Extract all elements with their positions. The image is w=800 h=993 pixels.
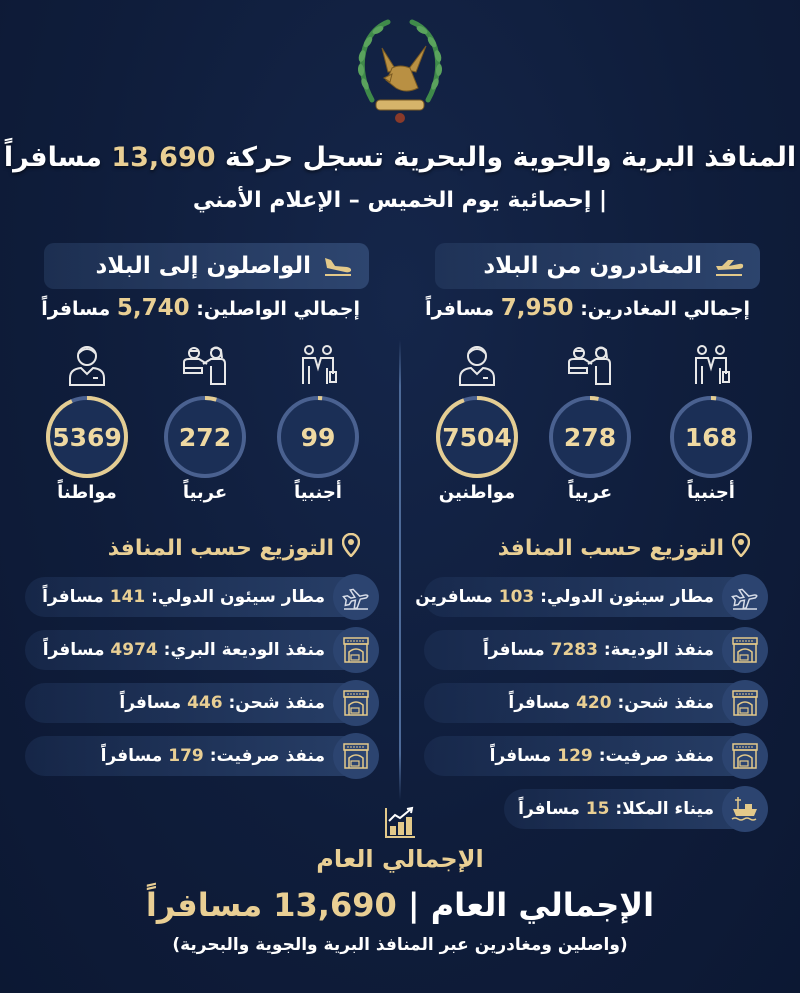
- departures-total: [425, 294, 750, 323]
- page-title: [0, 140, 800, 176]
- total-label: إجمالي المغادرين:: [580, 298, 750, 320]
- ship-icon: [722, 786, 768, 832]
- border-gate-icon: [333, 680, 379, 726]
- stat-value: 99: [300, 422, 336, 452]
- plane-landing-icon: [321, 250, 355, 282]
- stat-label: أجنبياً: [687, 482, 735, 503]
- port-row: [25, 736, 375, 776]
- departures-title: المغادرون من البلاد: [483, 253, 702, 279]
- port-text: [43, 640, 325, 660]
- stat-label: عربياً: [567, 482, 613, 503]
- progress-ring: [668, 394, 754, 480]
- port-value: 129: [557, 746, 593, 766]
- port-unit: مسافراً: [100, 746, 163, 766]
- location-pin-icon: [732, 533, 750, 563]
- grand-total-line: [0, 886, 800, 924]
- port-value: 179: [168, 746, 204, 766]
- port-name: منفذ شحن:: [228, 693, 325, 713]
- stat-citizen: [427, 340, 527, 503]
- border-gate-icon: [722, 680, 768, 726]
- port-row: [504, 789, 764, 829]
- port-row: [424, 683, 764, 723]
- progress-ring: [547, 394, 633, 480]
- port-unit: مسافراً: [119, 693, 182, 713]
- port-text: [42, 587, 325, 607]
- port-unit: مسافراً: [42, 587, 104, 607]
- stat-value: 278: [563, 422, 617, 452]
- title-text: المنافذ البرية والجوية والبحرية تسجل حركة: [224, 142, 797, 173]
- port-row: [25, 630, 375, 670]
- stat-travelers: [661, 340, 761, 503]
- arrivals-header: [44, 243, 369, 289]
- total-unit: مسافراً: [41, 298, 111, 320]
- stat-label: مواطناً: [57, 482, 117, 503]
- port-unit: مسافراً: [489, 746, 552, 766]
- port-name: مطار سيئون الدولي:: [540, 587, 714, 607]
- stat-value: 272: [178, 422, 232, 452]
- port-text: [415, 587, 714, 607]
- total-value: 5,740: [116, 295, 190, 321]
- port-row: [25, 577, 375, 617]
- handshake-icon: [155, 340, 255, 386]
- port-row: [25, 683, 375, 723]
- progress-ring: [434, 394, 520, 480]
- port-value: 141: [109, 587, 146, 607]
- stat-travelers: [268, 340, 368, 503]
- airplane-icon: [722, 574, 768, 620]
- stat-label: عربياً: [182, 482, 228, 503]
- port-name: منفذ شحن:: [617, 693, 714, 713]
- port-value: 446: [187, 693, 223, 713]
- progress-ring: [275, 394, 361, 480]
- port-unit: مسافراً: [518, 799, 580, 819]
- growth-chart-icon: [383, 806, 417, 844]
- travelers-icon: [661, 340, 761, 386]
- port-name: منفذ صرفيت:: [598, 746, 714, 766]
- column-divider: [399, 340, 401, 800]
- grand-total-heading: الإجمالي العام: [316, 845, 484, 873]
- total-label: إجمالي الواصلين:: [196, 298, 360, 320]
- page-subtitle: | إحصائية يوم الخميس – الإعلام الأمني: [192, 188, 608, 213]
- border-gate-icon: [333, 733, 379, 779]
- distribution-title: التوزيع حسب المنافذ: [107, 535, 334, 561]
- progress-ring: [162, 394, 248, 480]
- stat-label: أجنبياً: [294, 482, 342, 503]
- stat-value: 168: [684, 422, 738, 452]
- stat-label: مواطنين: [438, 482, 516, 503]
- port-name: منفذ الوديعة:: [603, 640, 714, 660]
- plane-takeoff-icon: [712, 250, 746, 282]
- port-unit: مسافراً: [482, 640, 545, 660]
- stat-handshake: [155, 340, 255, 503]
- port-value: 420: [576, 693, 612, 713]
- port-value: 4974: [110, 640, 158, 660]
- arrivals-total: [41, 294, 360, 323]
- grand-total-unit: مسافراً: [145, 886, 263, 924]
- port-value: 7283: [550, 640, 598, 660]
- port-unit: مسافرين: [415, 587, 493, 607]
- port-name: مطار سيئون الدولي:: [151, 587, 325, 607]
- departures-distribution-header: [498, 533, 750, 563]
- location-pin-icon: [342, 533, 360, 563]
- port-row: [424, 736, 764, 776]
- port-text: [518, 799, 714, 819]
- title-number: 13,690: [111, 142, 216, 173]
- port-row: [424, 630, 764, 670]
- port-row: [415, 577, 764, 617]
- progress-ring: [44, 394, 130, 480]
- total-unit: مسافراً: [425, 298, 495, 320]
- port-name: ميناء المكلا:: [615, 799, 714, 819]
- border-gate-icon: [333, 627, 379, 673]
- port-text: [119, 693, 325, 713]
- stat-value: 7504: [442, 422, 512, 452]
- arrivals-title: الواصلون إلى البلاد: [95, 253, 311, 279]
- handshake-icon: [540, 340, 640, 386]
- departures-header: [435, 243, 760, 289]
- port-text: [101, 746, 325, 766]
- port-text: [490, 746, 714, 766]
- border-gate-icon: [722, 627, 768, 673]
- port-value: 15: [585, 799, 610, 819]
- citizen-icon: [427, 340, 527, 386]
- arrivals-distribution-header: [108, 533, 360, 563]
- airplane-icon: [333, 574, 379, 620]
- port-text: [508, 693, 714, 713]
- port-value: 103: [498, 587, 535, 607]
- total-value: 7,950: [500, 295, 574, 321]
- title-unit: مسافراً: [3, 142, 102, 173]
- stat-handshake: [540, 340, 640, 503]
- eagle-emblem-icon: [348, 8, 452, 124]
- stat-value: 5369: [52, 422, 122, 452]
- travelers-icon: [268, 340, 368, 386]
- distribution-title: التوزيع حسب المنافذ: [497, 535, 724, 561]
- citizen-icon: [37, 340, 137, 386]
- port-unit: مسافراً: [508, 693, 571, 713]
- grand-total-label: الإجمالي العام |: [407, 886, 655, 924]
- border-gate-icon: [722, 733, 768, 779]
- port-text: [483, 640, 714, 660]
- grand-total-note: (واصلين ومغادرين عبر المنافذ البرية والجوية والبحرية): [172, 935, 628, 955]
- port-unit: مسافراً: [42, 640, 105, 660]
- port-name: منفذ الوديعة البري:: [163, 640, 325, 660]
- stat-citizen: [37, 340, 137, 503]
- port-name: منفذ صرفيت:: [209, 746, 325, 766]
- grand-total-value: 13,690: [273, 886, 397, 924]
